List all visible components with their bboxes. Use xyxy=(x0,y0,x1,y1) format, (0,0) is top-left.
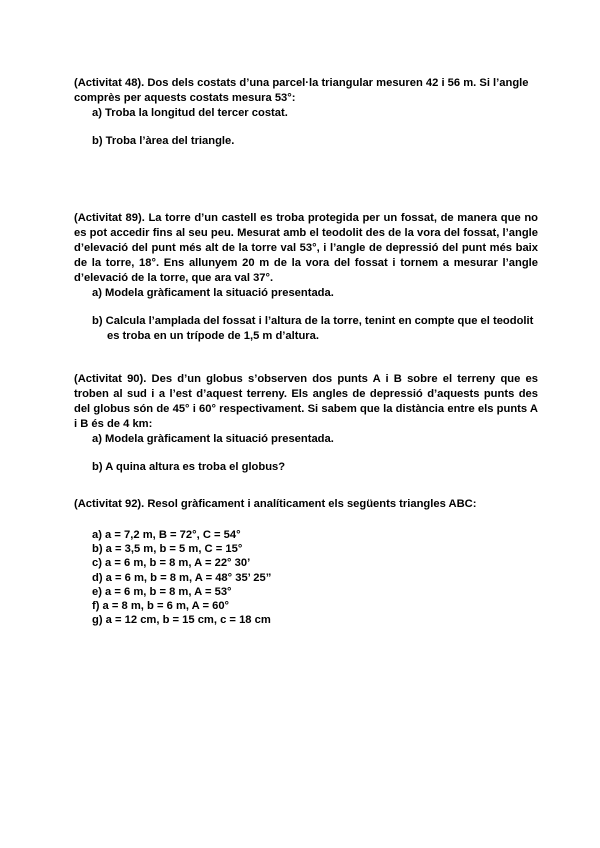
activity-90-item-a: a) Modela gràficament la situació presentada. xyxy=(92,433,334,445)
triangle-case-b: b) a = 3,5 m, b = 5 m, C = 15° xyxy=(92,543,243,556)
activity-48-item-b: b) Troba l’àrea del triangle. xyxy=(92,135,235,147)
activity-89-item-a: a) Modela gràficament la situació presentada. xyxy=(92,287,334,299)
activity-48-statement: (Activitat 48). Dos dels costats d’una parcel·la triangular mesuren 42 i 56 m. Si l’angle comprès per aquests costats mesura 53°: xyxy=(74,77,529,104)
triangle-case-e: e) a = 6 m, b = 8 m, A = 53° xyxy=(92,585,232,598)
activity-92 xyxy=(74,497,538,627)
triangle-case-f: f) a = 8 m, b = 6 m, A = 60° xyxy=(92,600,230,613)
activity-48-item-a: a) Troba la longitud del tercer costat. xyxy=(92,107,288,119)
activity-89 xyxy=(74,211,538,344)
activity-90-statement: (Activitat 90). Des d’un globus s’observen dos punts A i B sobre el terreny que es troben al sud i a l’est d’aquest terreny. Els angles de depressió d’aquests punts des del globus són de 45° i 60° respectivament. Si sabem que la distància entre els punts A i B és de 4 km: xyxy=(74,373,538,430)
activity-89-statement: (Activitat 89). La torre d’un castell es troba protegida per un fossat, de manera que no es pot accedir fins al seu peu. Mesurat amb el teodolit des de la vora del fossat, l’angle d’elevació del punt més alt de la torre val 53°, i l’angle de depressió del punt més baix de la torre, 18°. Ens allunyem 20 m de la vora del fossat i tornem a mesurar l’angle d’elevació de la torre, que ara val 37°. xyxy=(74,212,538,284)
activity-90-item-b: b) A quina altura es troba el globus? xyxy=(92,461,286,473)
triangle-case-a: a) a = 7,2 m, B = 72°, C = 54° xyxy=(92,529,241,541)
activity-48 xyxy=(74,76,538,149)
triangle-case-d: d) a = 6 m, b = 8 m, A = 48° 35’ 25” xyxy=(92,571,272,584)
activity-92-statement: (Activitat 92). Resol gràficament i analíticament els següents triangles ABC: xyxy=(74,498,477,510)
activity-90 xyxy=(74,372,538,475)
triangle-case-c: c) a = 6 m, b = 8 m, A = 22° 30’ xyxy=(92,557,251,570)
triangle-case-g: g) a = 12 cm, b = 15 cm, c = 18 cm xyxy=(92,614,271,627)
activity-89-item-b: b) Calcula l’amplada del fossat i l’altura de la torre, tenint en compte que el teodolit es troba en un trípode de 1,5 m d’altura. xyxy=(92,315,534,342)
